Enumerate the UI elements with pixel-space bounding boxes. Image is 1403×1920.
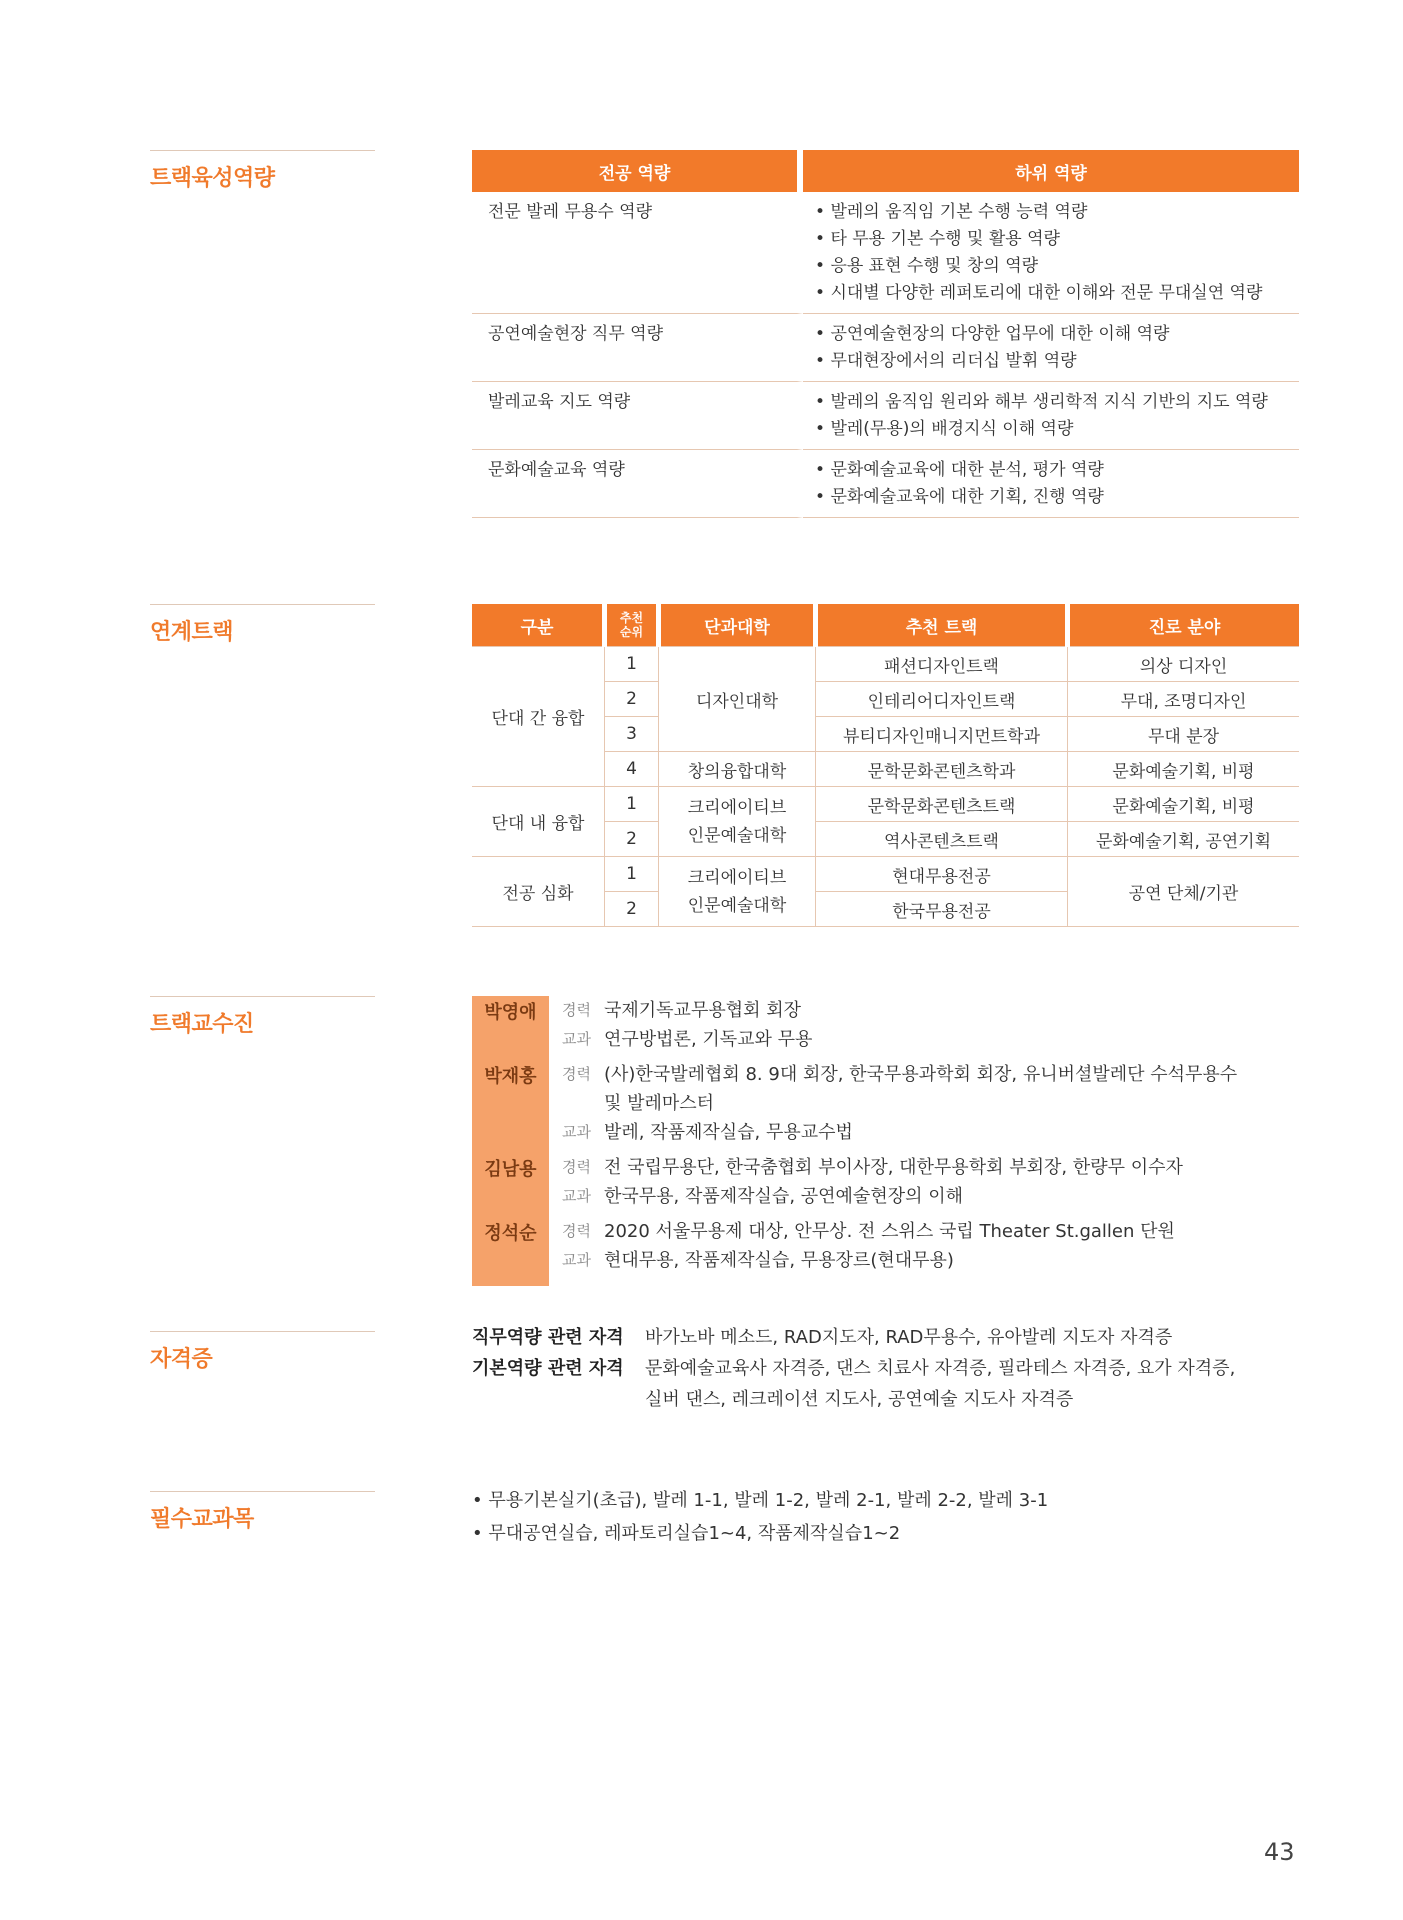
- sub-competency: • 응용 표현 수행 및 창의 역량: [815, 253, 1299, 280]
- track-cell: 역사콘텐츠트랙: [816, 822, 1068, 857]
- sub-competency: • 시대별 다양한 레퍼토리에 대한 이해와 전문 무대실연 역량: [815, 280, 1299, 307]
- course-tag: 교과: [562, 1187, 591, 1205]
- cert-row-job: [472, 1322, 1312, 1353]
- list-item: • 무용기본실기(초급), 발레 1-1, 발레 1-2, 발레 2-1, 발레 2-2, 발레 3-1: [472, 1484, 1048, 1517]
- faculty-name: 박재홍: [484, 1066, 537, 1087]
- sub-competency: • 발레의 움직임 원리와 해부 생리학적 지식 기반의 지도 역량: [815, 389, 1299, 416]
- header-type: 구분: [472, 604, 605, 647]
- table-row: [472, 192, 1299, 314]
- table-row: [472, 857, 1299, 892]
- course-text: 연구방법론, 기독교와 무용: [604, 1029, 813, 1050]
- faculty-name: 김남용: [484, 1159, 537, 1180]
- track-cell: 현대무용전공: [816, 857, 1068, 892]
- rank-cell: 2: [605, 682, 659, 717]
- header-career: 진로 분야: [1068, 604, 1300, 647]
- faculty-item: [472, 1153, 1312, 1211]
- section-label-certificate: 자격증: [150, 1331, 375, 1373]
- table-row: [472, 450, 1299, 518]
- cert-value: 바가노바 메소드, RAD지도자, RAD무용수, 유아발레 지도자 자격증: [645, 1327, 1173, 1348]
- header-sub-competency: 하위 역량: [803, 150, 1299, 192]
- sub-competency: • 문화예술교육에 대한 기획, 진행 역량: [815, 484, 1299, 511]
- sub-competency: • 발레의 움직임 기본 수행 능력 역량: [815, 199, 1299, 226]
- track-cell: 문학문화콘텐츠트랙: [816, 787, 1068, 822]
- career-text: 2020 서울무용제 대상, 안무상. 전 스위스 국립 Theater St.gallen 단원: [604, 1221, 1175, 1242]
- cert-value: 실버 댄스, 레크레이션 지도사, 공연예술 지도사 자격증: [645, 1389, 1074, 1410]
- rank-cell: 1: [605, 857, 659, 892]
- college-cell: 크리에이티브 인문예술대학: [659, 857, 816, 927]
- career-cell: 문화예술기획, 비평: [1068, 787, 1300, 822]
- career-tag: 경력: [562, 1001, 591, 1019]
- track-cell: 한국무용전공: [816, 892, 1068, 927]
- career-text: 및 발레마스터: [604, 1093, 715, 1114]
- major-competency: 발레교육 지도 역량: [472, 382, 803, 450]
- college-cell: 크리에이티브 인문예술대학: [659, 787, 816, 857]
- track-cell: 패션디자인트랙: [816, 647, 1068, 682]
- sub-competencies: [803, 450, 1299, 518]
- table-row: [472, 647, 1299, 682]
- group-type: 전공 심화: [472, 857, 605, 927]
- sub-competencies: [803, 192, 1299, 314]
- cert-row-basic: [472, 1353, 1312, 1384]
- career-cell: 무대 분장: [1068, 717, 1300, 752]
- college-cell: 디자인대학: [659, 647, 816, 752]
- college-cell: 창의융합대학: [659, 752, 816, 787]
- linked-track-table: [472, 604, 1299, 927]
- course-text: 한국무용, 작품제작실습, 공연예술현장의 이해: [604, 1186, 963, 1207]
- section-label-faculty: 트랙교수진: [150, 996, 375, 1038]
- rank-cell: 3: [605, 717, 659, 752]
- header-college: 단과대학: [659, 604, 816, 647]
- course-tag: 교과: [562, 1251, 591, 1269]
- faculty-item: [472, 1217, 1312, 1275]
- rank-cell: 2: [605, 892, 659, 927]
- career-cell: 공연 단체/기관: [1068, 857, 1300, 927]
- cert-label: 기본역량 관련 자격: [472, 1358, 624, 1379]
- page-number: 43: [1264, 1838, 1295, 1866]
- competency-table: [472, 150, 1299, 518]
- faculty-item: [472, 996, 1312, 1054]
- table-row: [472, 787, 1299, 822]
- section-label-competency: 트랙육성역량: [150, 150, 375, 192]
- rank-cell: 1: [605, 787, 659, 822]
- career-text: 국제기독교무용협회 회장: [604, 1000, 801, 1021]
- career-cell: 문화예술기획, 공연기획: [1068, 822, 1300, 857]
- section-label-linked-track: 연계트랙: [150, 604, 375, 646]
- cert-row-basic-cont: [472, 1384, 1312, 1415]
- major-competency: 공연예술현장 직무 역량: [472, 314, 803, 382]
- career-cell: 문화예술기획, 비평: [1068, 752, 1300, 787]
- section-label-required-courses: 필수교과목: [150, 1491, 375, 1533]
- rank-cell: 4: [605, 752, 659, 787]
- sub-competency: • 공연예술현장의 다양한 업무에 대한 이해 역량: [815, 321, 1299, 348]
- header-major-competency: 전공 역량: [472, 150, 803, 192]
- rank-cell: 1: [605, 647, 659, 682]
- track-cell: 뷰티디자인매니지먼트학과: [816, 717, 1068, 752]
- certificate-list: [472, 1322, 1312, 1415]
- track-cell: 인테리어디자인트랙: [816, 682, 1068, 717]
- career-cell: 의상 디자인: [1068, 647, 1300, 682]
- career-text: 전 국립무용단, 한국춤협회 부이사장, 대한무용학회 부회장, 한량무 이수자: [604, 1157, 1183, 1178]
- header-rank: 추천 순위: [605, 604, 659, 647]
- sub-competency: • 발레(무용)의 배경지식 이해 역량: [815, 416, 1299, 443]
- group-type: 단대 내 융합: [472, 787, 605, 857]
- sub-competencies: [803, 314, 1299, 382]
- table-row: [472, 314, 1299, 382]
- major-competency: 문화예술교육 역량: [472, 450, 803, 518]
- course-text: 발레, 작품제작실습, 무용교수법: [604, 1122, 853, 1143]
- career-tag: 경력: [562, 1222, 591, 1240]
- cert-value: 문화예술교육사 자격증, 댄스 치료사 자격증, 필라테스 자격증, 요가 자격증,: [645, 1358, 1236, 1379]
- sub-competency: • 타 무용 기본 수행 및 활용 역량: [815, 226, 1299, 253]
- career-tag: 경력: [562, 1065, 591, 1083]
- rank-cell: 2: [605, 822, 659, 857]
- list-item: • 무대공연실습, 레파토리실습1~4, 작품제작실습1~2: [472, 1517, 1048, 1550]
- faculty-name: 정석순: [484, 1223, 537, 1244]
- cert-label: 직무역량 관련 자격: [472, 1327, 624, 1348]
- career-text: (사)한국발레협회 8. 9대 회장, 한국무용과학회 회장, 유니버셜발레단 수석무용수: [604, 1064, 1238, 1085]
- course-tag: 교과: [562, 1030, 591, 1048]
- career-tag: 경력: [562, 1158, 591, 1176]
- sub-competency: • 문화예술교육에 대한 분석, 평가 역량: [815, 457, 1299, 484]
- faculty-item: [472, 1060, 1312, 1147]
- course-tag: 교과: [562, 1123, 591, 1141]
- group-type: 단대 간 융합: [472, 647, 605, 787]
- career-cell: 무대, 조명디자인: [1068, 682, 1300, 717]
- course-text: 현대무용, 작품제작실습, 무용장르(현대무용): [604, 1250, 954, 1271]
- sub-competency: • 무대현장에서의 리더십 발휘 역량: [815, 348, 1299, 375]
- required-course-list: [472, 1484, 1048, 1550]
- major-competency: 전문 발레 무용수 역량: [472, 192, 803, 314]
- table-row: [472, 382, 1299, 450]
- header-track: 추천 트랙: [816, 604, 1068, 647]
- sub-competencies: [803, 382, 1299, 450]
- faculty-list: [472, 996, 1312, 1275]
- track-cell: 문학문화콘텐츠학과: [816, 752, 1068, 787]
- faculty-name: 박영애: [484, 1002, 537, 1023]
